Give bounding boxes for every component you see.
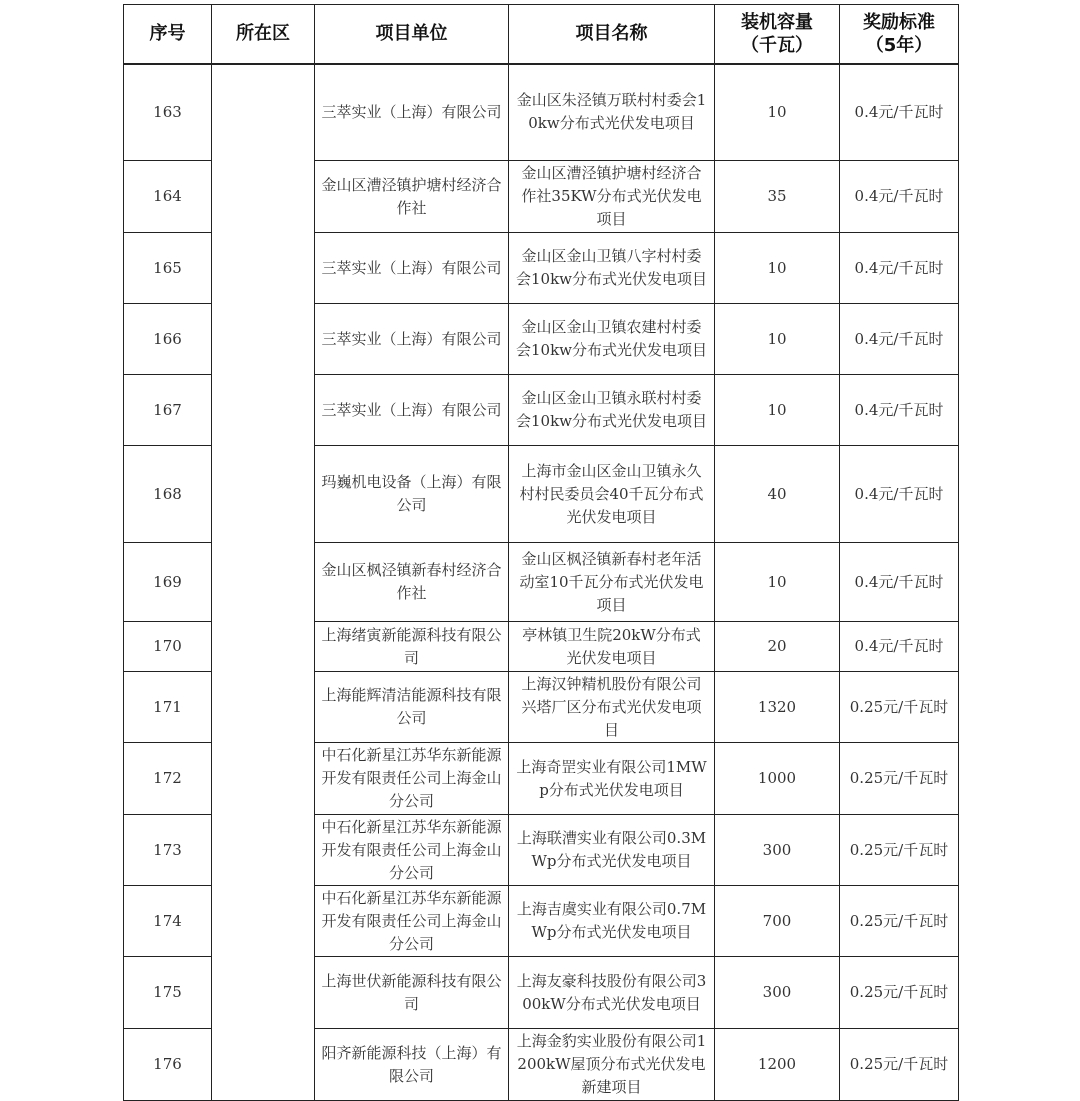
cell-capacity-text: 10 xyxy=(767,102,787,121)
cell-reward xyxy=(840,622,959,672)
cell-capacity-text: 300 xyxy=(762,840,792,859)
cell-seq xyxy=(124,1029,212,1101)
cell-unit-text: 金山区枫泾镇新春村经济合作社 xyxy=(321,561,502,602)
cell-unit xyxy=(315,672,509,743)
cell-seq xyxy=(124,304,212,375)
cell-name xyxy=(509,375,715,446)
cell-capacity-text: 20 xyxy=(767,637,787,655)
cell-seq-text: 168 xyxy=(153,484,182,503)
cell-unit-text: 中石化新星江苏华东新能源开发有限责任公司上海金山分公司 xyxy=(321,746,502,810)
cell-unit-text: 中石化新星江苏华东新能源开发有限责任公司上海金山分公司 xyxy=(321,817,502,882)
cell-seq xyxy=(124,446,212,543)
cell-name xyxy=(509,815,715,886)
cell-unit-text: 上海能辉清洁能源科技有限公司 xyxy=(321,686,502,727)
cell-reward-text: 0.25元/千瓦时 xyxy=(849,911,949,930)
cell-seq-text: 169 xyxy=(153,572,182,591)
cell-reward xyxy=(840,743,959,815)
cell-reward-text: 0.25元/千瓦时 xyxy=(849,1055,949,1073)
header-name: 项目名称 xyxy=(509,5,715,64)
cell-capacity-text: 35 xyxy=(767,187,787,205)
header-reward xyxy=(840,5,959,64)
cell-seq xyxy=(124,233,212,304)
cell-name xyxy=(509,304,715,375)
cell-capacity xyxy=(715,304,840,375)
cell-name-text: 上海市金山区金山卫镇永久村村民委员会40千瓦分布式光伏发电项目 xyxy=(519,461,704,526)
header-seq: 序号 xyxy=(124,5,212,64)
cell-unit-text: 三萃实业（上海）有限公司 xyxy=(321,258,502,277)
cell-capacity xyxy=(715,886,840,957)
cell-name xyxy=(509,622,715,672)
cell-reward xyxy=(840,161,959,233)
cell-name xyxy=(509,672,715,743)
cell-seq xyxy=(124,375,212,446)
cell-unit-text: 三萃实业（上海）有限公司 xyxy=(321,329,502,348)
cell-unit-text: 金山区漕泾镇护塘村经济合作社 xyxy=(321,175,502,217)
cell-seq xyxy=(124,815,212,886)
header-capacity-line1: 装机容量 xyxy=(741,11,813,33)
cell-name xyxy=(509,446,715,543)
cell-seq xyxy=(124,957,212,1029)
cell-name-text: 上海金豹实业股份有限公司1200kW屋顶分布式光伏发电新建项目 xyxy=(516,1032,707,1096)
cell-name xyxy=(509,161,715,233)
cell-unit-text: 三萃实业（上海）有限公司 xyxy=(321,102,502,121)
header-unit: 项目单位 xyxy=(315,5,509,64)
cell-capacity xyxy=(715,1029,840,1101)
cell-capacity xyxy=(715,957,840,1029)
table-row xyxy=(124,64,959,161)
cell-seq xyxy=(124,622,212,672)
cell-seq-text: 173 xyxy=(153,840,182,859)
cell-reward-text: 0.25元/千瓦时 xyxy=(849,769,949,787)
cell-capacity xyxy=(715,543,840,622)
cell-seq-text: 170 xyxy=(153,637,182,655)
cell-name-text: 金山区金山卫镇八字村村委会10kw分布式光伏发电项目 xyxy=(515,247,708,288)
cell-seq-text: 164 xyxy=(153,187,182,205)
cell-reward-text: 0.4元/千瓦时 xyxy=(854,258,944,277)
cell-name-text: 金山区金山卫镇永联村村委会10kw分布式光伏发电项目 xyxy=(515,389,708,430)
cell-reward-text: 0.4元/千瓦时 xyxy=(854,329,944,348)
cell-seq-text: 163 xyxy=(153,102,182,121)
cell-name-text: 上海奇罡实业有限公司1MWp分布式光伏发电项目 xyxy=(516,757,707,799)
cell-unit xyxy=(315,543,509,622)
cell-unit-text: 中石化新星江苏华东新能源开发有限责任公司上海金山分公司 xyxy=(321,888,502,953)
cell-capacity-text: 10 xyxy=(767,572,787,591)
cell-seq xyxy=(124,543,212,622)
cell-reward-text: 0.4元/千瓦时 xyxy=(854,637,944,655)
cell-seq xyxy=(124,64,212,161)
cell-name-text: 上海吉虞实业有限公司0.7MWp分布式光伏发电项目 xyxy=(516,900,707,941)
cell-seq-text: 172 xyxy=(153,769,182,787)
cell-reward xyxy=(840,815,959,886)
cell-unit-text: 阳齐新能源科技（上海）有限公司 xyxy=(321,1043,502,1085)
cell-seq-text: 171 xyxy=(153,697,182,716)
cell-name-text: 上海友豪科技股份有限公司300kW分布式光伏发电项目 xyxy=(516,971,707,1013)
cell-capacity-text: 300 xyxy=(762,983,792,1001)
cell-unit xyxy=(315,233,509,304)
cell-district xyxy=(212,64,315,1101)
cell-unit xyxy=(315,1029,509,1101)
cell-name xyxy=(509,233,715,304)
cell-reward-text: 0.4元/千瓦时 xyxy=(854,484,944,503)
cell-capacity-text: 10 xyxy=(767,400,787,419)
cell-name-text: 金山区漕泾镇护塘村经济合作社35KW分布式光伏发电项目 xyxy=(521,164,702,228)
cell-reward-text: 0.4元/千瓦时 xyxy=(854,187,944,205)
cell-capacity xyxy=(715,161,840,233)
cell-reward xyxy=(840,957,959,1029)
cell-reward xyxy=(840,672,959,743)
cell-name-text: 金山区金山卫镇农建村村委会10kw分布式光伏发电项目 xyxy=(515,318,708,359)
cell-unit xyxy=(315,304,509,375)
cell-reward-text: 0.25元/千瓦时 xyxy=(849,697,949,716)
cell-seq xyxy=(124,743,212,815)
header-reward-line2: （5年） xyxy=(865,34,933,56)
cell-reward xyxy=(840,446,959,543)
header-capacity-line2: （千瓦） xyxy=(741,34,813,56)
cell-seq-text: 176 xyxy=(153,1055,182,1073)
cell-reward xyxy=(840,1029,959,1101)
cell-unit xyxy=(315,886,509,957)
cell-reward-text: 0.25元/千瓦时 xyxy=(849,983,949,1001)
cell-reward xyxy=(840,543,959,622)
cell-name-text: 金山区枫泾镇新春村老年活动室10千瓦分布式光伏发电项目 xyxy=(519,549,704,614)
table-header-row xyxy=(124,5,959,64)
cell-name xyxy=(509,886,715,957)
cell-seq xyxy=(124,886,212,957)
cell-capacity xyxy=(715,672,840,743)
cell-capacity-text: 1200 xyxy=(757,1055,797,1073)
cell-reward xyxy=(840,886,959,957)
cell-unit-text: 上海世伏新能源科技有限公司 xyxy=(321,971,502,1013)
cell-unit xyxy=(315,815,509,886)
cell-unit xyxy=(315,446,509,543)
cell-unit xyxy=(315,64,509,161)
cell-seq-text: 165 xyxy=(153,258,182,277)
cell-capacity-text: 1320 xyxy=(757,697,797,716)
cell-capacity-text: 10 xyxy=(767,329,787,348)
cell-capacity xyxy=(715,375,840,446)
cell-capacity xyxy=(715,815,840,886)
cell-seq xyxy=(124,672,212,743)
cell-name xyxy=(509,543,715,622)
cell-unit xyxy=(315,957,509,1029)
cell-unit-text: 上海绪寅新能源科技有限公司 xyxy=(321,625,502,667)
table-body xyxy=(124,64,959,1101)
cell-seq-text: 167 xyxy=(153,400,182,419)
cell-name xyxy=(509,957,715,1029)
cell-name-text: 上海汉钟精机股份有限公司兴塔厂区分布式光伏发电项目 xyxy=(521,674,702,739)
cell-capacity xyxy=(715,622,840,672)
cell-seq-text: 175 xyxy=(153,983,182,1001)
cell-name xyxy=(509,64,715,161)
cell-unit xyxy=(315,161,509,233)
cell-unit xyxy=(315,743,509,815)
cell-name-text: 亭林镇卫生院20kW分布式光伏发电项目 xyxy=(522,625,701,667)
cell-reward xyxy=(840,375,959,446)
cell-capacity xyxy=(715,233,840,304)
cell-seq-text: 166 xyxy=(153,329,182,348)
cell-name-text: 上海联漕实业有限公司0.3MWp分布式光伏发电项目 xyxy=(516,829,707,870)
cell-seq xyxy=(124,161,212,233)
cell-unit-text: 三萃实业（上海）有限公司 xyxy=(321,400,502,419)
cell-capacity xyxy=(715,446,840,543)
cell-reward-text: 0.4元/千瓦时 xyxy=(854,400,944,419)
cell-seq-text: 174 xyxy=(153,911,182,930)
cell-capacity xyxy=(715,64,840,161)
header-district: 所在区 xyxy=(212,5,315,64)
cell-capacity-text: 10 xyxy=(767,258,787,277)
cell-capacity-text: 40 xyxy=(767,484,787,503)
cell-capacity-text: 1000 xyxy=(757,769,797,787)
cell-reward xyxy=(840,233,959,304)
cell-reward xyxy=(840,304,959,375)
header-reward-line1: 奖励标准 xyxy=(863,11,935,33)
cell-reward-text: 0.4元/千瓦时 xyxy=(854,572,944,591)
cell-reward-text: 0.25元/千瓦时 xyxy=(849,840,949,859)
cell-capacity-text: 700 xyxy=(762,911,792,930)
header-capacity xyxy=(715,5,840,64)
subsidy-table xyxy=(123,4,959,1101)
cell-capacity xyxy=(715,743,840,815)
cell-name xyxy=(509,1029,715,1101)
cell-unit xyxy=(315,622,509,672)
cell-unit xyxy=(315,375,509,446)
cell-name-text: 金山区朱泾镇万联村村委会10kw分布式光伏发电项目 xyxy=(516,91,707,133)
cell-reward-text: 0.4元/千瓦时 xyxy=(854,102,944,121)
cell-unit-text: 玛巍机电设备（上海）有限公司 xyxy=(321,473,502,514)
cell-reward xyxy=(840,64,959,161)
cell-name xyxy=(509,743,715,815)
